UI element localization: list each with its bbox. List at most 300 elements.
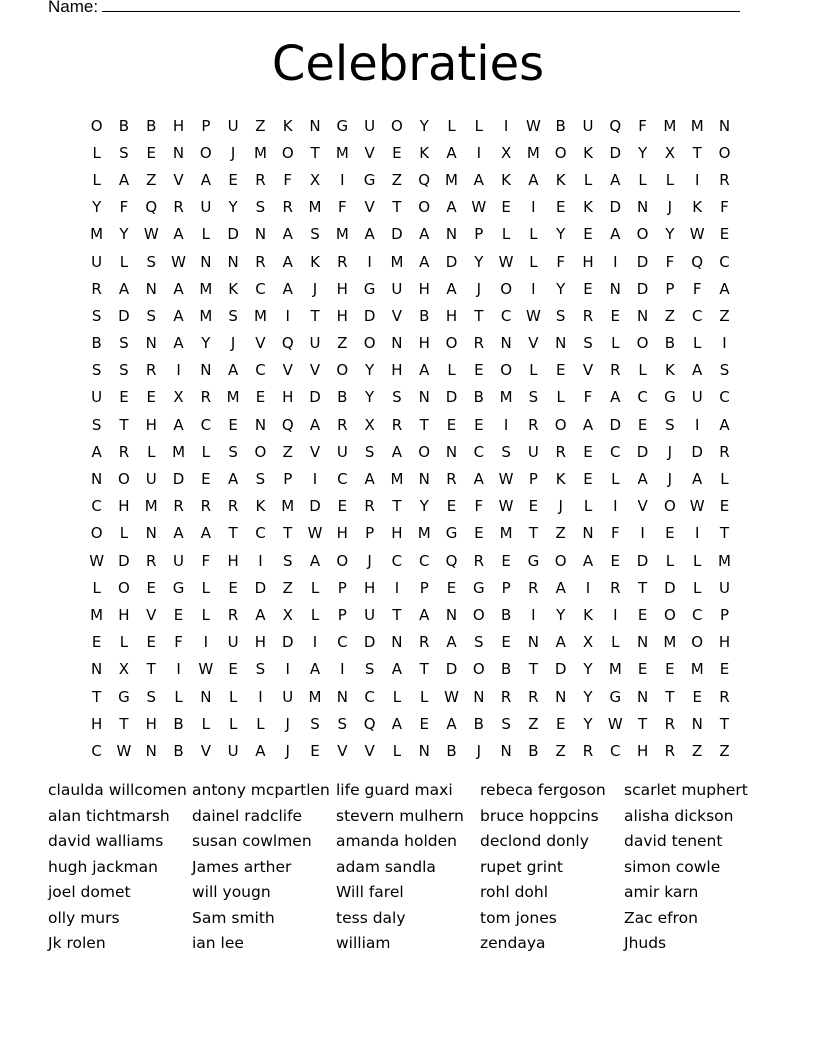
grid-letter: Q — [281, 334, 294, 353]
grid-letter: C — [255, 361, 266, 380]
grid-letter: W — [143, 225, 159, 244]
grid-letter: H — [172, 116, 185, 135]
grid-letter: D — [691, 442, 703, 461]
grid-letter: N — [227, 252, 239, 271]
grid-letter: A — [309, 660, 321, 679]
grid-letter: L — [392, 741, 402, 760]
grid-letter: A — [692, 361, 703, 380]
grid-letter: Y — [556, 225, 566, 244]
grid-letter: E — [555, 198, 566, 217]
grid-letter: D — [227, 225, 239, 244]
grid-letter: N — [391, 633, 403, 652]
grid-letter: U — [173, 551, 185, 570]
grid-letter: S — [555, 306, 566, 325]
grid-letter: R — [91, 279, 102, 298]
grid-letter: I — [258, 687, 263, 706]
grid-letter: L — [174, 687, 183, 706]
grid-row — [83, 520, 738, 547]
grid-letter: A — [91, 442, 102, 461]
grid-letter: A — [200, 524, 211, 543]
grid-letter: Y — [638, 143, 648, 162]
grid-letter: B — [528, 741, 539, 760]
grid-row — [83, 493, 738, 520]
grid-letter: C — [200, 415, 212, 434]
grid-letter: L — [665, 170, 675, 189]
grid-letter: R — [255, 170, 266, 189]
grid-letter: N — [91, 470, 103, 489]
grid-letter: P — [201, 116, 211, 135]
grid-letter: A — [610, 170, 621, 189]
grid-letter: D — [309, 388, 321, 407]
grid-letter: V — [637, 497, 648, 516]
grid-letter: J — [476, 279, 482, 298]
grid-letter: W — [525, 306, 541, 325]
grid-letter: U — [309, 334, 321, 353]
grid-letter: Q — [445, 551, 458, 570]
grid-letter: C — [637, 388, 648, 407]
grid-letter: T — [638, 578, 648, 597]
grid-letter: V — [173, 170, 184, 189]
grid-letter: L — [665, 551, 675, 570]
grid-letter: L — [420, 687, 429, 706]
grid-letter: A — [309, 415, 321, 434]
grid-letter: I — [613, 497, 618, 516]
grid-letter: W — [198, 660, 214, 679]
grid-letter: J — [476, 741, 482, 760]
grid-letter: I — [476, 143, 482, 162]
grid-letter: C — [364, 687, 375, 706]
grid-letter: F — [720, 198, 729, 217]
grid-letter: E — [255, 388, 266, 407]
grid-letter: E — [146, 388, 156, 407]
grid-letter: V — [255, 334, 266, 353]
grid-letter: M — [226, 388, 240, 407]
grid-letter: U — [227, 633, 239, 652]
grid-letter: O — [445, 334, 458, 353]
grid-letter: Z — [719, 306, 730, 325]
grid-letter: N — [254, 415, 267, 434]
grid-letter: U — [336, 442, 348, 461]
grid-letter: Y — [583, 687, 593, 706]
word-item: joel domet — [48, 883, 131, 901]
word-item: rebeca fergoson — [480, 781, 606, 799]
word-item: ian lee — [192, 934, 244, 952]
grid-letter: M — [281, 497, 295, 516]
grid-letter: M — [390, 470, 404, 489]
grid-letter: A — [255, 605, 266, 624]
grid-letter: I — [503, 415, 509, 434]
word-item: amir karn — [624, 883, 699, 901]
grid-letter: E — [665, 524, 675, 543]
grid-letter: A — [446, 143, 457, 162]
grid-letter: H — [118, 497, 130, 516]
grid-letter: C — [91, 741, 102, 760]
grid-letter: R — [200, 388, 212, 407]
grid-letter: W — [89, 551, 105, 570]
grid-letter: E — [501, 633, 511, 652]
grid-letter: H — [254, 633, 267, 652]
grid-letter: L — [147, 442, 156, 461]
grid-letter: R — [446, 470, 457, 489]
grid-letter: I — [694, 524, 700, 543]
grid-letter: K — [501, 170, 512, 189]
grid-letter: Y — [474, 252, 484, 271]
grid-letter: B — [555, 116, 566, 135]
grid-letter: E — [610, 306, 621, 325]
grid-letter: K — [282, 116, 293, 135]
grid-letter: S — [364, 660, 375, 679]
grid-letter: E — [228, 578, 238, 597]
grid-letter: M — [663, 116, 677, 135]
grid-letter: S — [282, 551, 293, 570]
grid-letter: J — [312, 279, 318, 298]
word-list — [48, 779, 768, 958]
grid-letter: O — [554, 551, 567, 570]
grid-letter: Q — [363, 714, 376, 733]
grid-letter: Y — [419, 116, 429, 135]
grid-letter: M — [199, 279, 213, 298]
grid-letter: R — [391, 415, 403, 434]
grid-letter: R — [364, 497, 375, 516]
grid-letter: U — [145, 470, 157, 489]
grid-letter: L — [529, 252, 538, 271]
grid-row — [83, 438, 738, 465]
grid-letter: A — [282, 225, 293, 244]
grid-letter: Y — [119, 225, 129, 244]
grid-letter: R — [173, 497, 184, 516]
grid-letter: R — [118, 442, 130, 461]
word-item: david walliams — [48, 832, 164, 850]
grid-letter: P — [337, 578, 347, 597]
grid-letter: C — [610, 741, 621, 760]
grid-letter: T — [310, 143, 320, 162]
grid-letter: D — [636, 442, 649, 461]
grid-letter: K — [228, 279, 239, 298]
grid-letter: X — [282, 605, 293, 624]
grid-letter: F — [556, 252, 566, 271]
grid-row — [83, 574, 738, 601]
grid-letter: W — [444, 687, 459, 706]
grid-letter: V — [337, 741, 348, 760]
grid-letter: U — [364, 605, 376, 624]
grid-letter: L — [201, 605, 211, 624]
grid-letter: M — [253, 143, 267, 162]
grid-letter: N — [555, 687, 567, 706]
grid-letter: L — [201, 225, 211, 244]
grid-letter: D — [445, 660, 458, 679]
word-item: declond donly — [480, 832, 589, 850]
grid-letter: Q — [281, 415, 294, 434]
word-item: life guard maxi — [336, 781, 453, 799]
grid-letter: N — [91, 660, 103, 679]
grid-letter: T — [310, 306, 320, 325]
grid-letter: O — [118, 470, 130, 489]
grid-letter: Y — [419, 497, 429, 516]
grid-letter: A — [391, 714, 403, 733]
grid-letter: A — [692, 470, 703, 489]
grid-letter: E — [583, 470, 593, 489]
grid-letter: T — [92, 687, 102, 706]
word-item: scarlet muphert — [624, 781, 748, 799]
grid-letter: B — [473, 388, 484, 407]
grid-letter: F — [474, 497, 484, 516]
grid-letter: O — [663, 497, 676, 516]
grid-letter: H — [445, 306, 458, 325]
word-item: simon cowle — [624, 857, 721, 876]
grid-letter: R — [500, 687, 512, 706]
grid-letter: L — [611, 633, 620, 652]
grid-letter: T — [665, 687, 675, 706]
grid-letter: O — [118, 578, 130, 597]
grid-letter: K — [692, 198, 703, 217]
grid-letter: A — [391, 660, 403, 679]
grid-letter: W — [607, 714, 623, 733]
word-item: Zac efron — [624, 908, 698, 927]
grid-letter: Z — [555, 524, 566, 543]
grid-letter: L — [638, 361, 647, 380]
grid-letter: R — [337, 415, 348, 434]
grid-letter: U — [691, 388, 703, 407]
grid-letter: A — [173, 334, 184, 353]
grid-letter: C — [691, 306, 703, 325]
grid-letter: B — [337, 388, 348, 407]
grid-letter: L — [583, 170, 593, 189]
grid-letter: W — [471, 198, 487, 217]
grid-letter: F — [692, 279, 702, 298]
grid-letter: H — [391, 361, 403, 380]
grid-letter: R — [255, 252, 266, 271]
grid-letter: L — [92, 578, 101, 597]
grid-letter: C — [391, 551, 403, 570]
grid-letter: R — [582, 306, 594, 325]
grid-letter: N — [718, 116, 731, 135]
grid-letter: U — [282, 687, 294, 706]
grid-letter: R — [555, 442, 566, 461]
grid-letter: I — [394, 578, 400, 597]
grid-letter: A — [282, 252, 293, 271]
grid-letter: V — [582, 361, 594, 380]
grid-letter: X — [500, 143, 512, 162]
grid-letter: S — [474, 633, 484, 652]
puzzle-title: Celebraties — [271, 36, 545, 92]
grid-row — [83, 465, 738, 492]
grid-letter: Z — [282, 578, 293, 597]
grid-letter: L — [447, 361, 456, 380]
grid-letter: T — [528, 524, 538, 543]
grid-letter: A — [610, 388, 621, 407]
grid-letter: G — [527, 551, 540, 570]
grid-letter: I — [285, 660, 290, 679]
grid-letter: Q — [691, 252, 704, 271]
grid-letter: N — [555, 334, 567, 353]
grid-letter: A — [419, 605, 430, 624]
grid-letter: Y — [583, 660, 593, 679]
grid-letter: W — [171, 252, 186, 271]
grid-letter: T — [719, 714, 730, 733]
grid-letter: O — [691, 633, 704, 652]
grid-letter: E — [555, 714, 566, 733]
grid-letter: S — [583, 334, 593, 353]
grid-letter: N — [445, 605, 458, 624]
word-item: claulda willcomen — [48, 781, 187, 799]
grid-letter: K — [664, 361, 675, 380]
word-item: Will farel — [336, 883, 404, 901]
grid-letter: W — [498, 252, 514, 271]
grid-letter: C — [500, 306, 512, 325]
grid-letter: D — [172, 470, 185, 489]
grid-row — [83, 302, 738, 329]
grid-letter: A — [173, 306, 184, 325]
grid-letter: C — [91, 497, 102, 516]
grid-letter: N — [636, 687, 649, 706]
grid-letter: E — [310, 741, 320, 760]
grid-letter: H — [636, 741, 649, 760]
grid-letter: A — [446, 633, 457, 652]
grid-letter: D — [445, 388, 458, 407]
grid-letter: O — [363, 334, 376, 353]
grid-letter: U — [200, 198, 212, 217]
grid-letter: U — [91, 252, 103, 271]
grid-letter: A — [582, 551, 594, 570]
word-item: zendaya — [480, 934, 546, 952]
word-item: tess daly — [336, 908, 406, 927]
grid-letter: R — [337, 252, 348, 271]
grid-letter: R — [528, 687, 539, 706]
grid-letter: P — [419, 578, 429, 597]
grid-letter: Y — [665, 225, 675, 244]
grid-letter: R — [528, 415, 539, 434]
grid-letter: X — [118, 660, 130, 679]
grid-letter: K — [419, 143, 430, 162]
grid-letter: D — [609, 198, 622, 217]
grid-letter: A — [364, 225, 375, 244]
grid-letter: A — [173, 415, 184, 434]
grid-letter: E — [665, 660, 675, 679]
grid-letter: T — [392, 198, 402, 217]
grid-letter: T — [474, 306, 484, 325]
grid-letter: N — [336, 687, 348, 706]
grid-letter: G — [336, 116, 349, 135]
grid-letter: Y — [228, 198, 238, 217]
grid-letter: Z — [555, 741, 566, 760]
grid-letter: R — [200, 497, 212, 516]
grid-letter: R — [528, 578, 539, 597]
grid-letter: G — [118, 687, 130, 706]
word-item: olly murs — [48, 908, 120, 927]
grid-letter: Z — [282, 442, 293, 461]
word-item: James arther — [192, 857, 292, 876]
grid-row — [83, 330, 738, 357]
grid-letter: G — [664, 388, 676, 407]
grid-letter: L — [119, 252, 129, 271]
grid-letter: V — [364, 198, 375, 217]
grid-letter: D — [391, 225, 403, 244]
grid-letter: J — [367, 551, 372, 570]
grid-letter: P — [337, 605, 347, 624]
grid-row — [83, 357, 738, 384]
grid-letter: S — [501, 714, 511, 733]
grid-letter: J — [230, 143, 236, 162]
grid-letter: Q — [609, 116, 622, 135]
grid-letter: O — [472, 660, 485, 679]
grid-letter: L — [310, 578, 320, 597]
grid-letter: T — [392, 497, 402, 516]
grid-letter: G — [363, 170, 376, 189]
grid-letter: P — [665, 279, 675, 298]
grid-letter: R — [664, 741, 676, 760]
grid-letter: S — [228, 306, 238, 325]
grid-letter: M — [144, 497, 158, 516]
grid-letter: Y — [365, 388, 375, 407]
grid-letter: E — [446, 497, 457, 516]
grid-letter: I — [312, 633, 318, 652]
grid-letter: W — [307, 524, 323, 543]
grid-letter: A — [582, 415, 594, 434]
grid-letter: M — [690, 116, 704, 135]
grid-letter: X — [309, 170, 321, 189]
grid-letter: R — [227, 605, 239, 624]
grid-letter: D — [664, 578, 676, 597]
grid-letter: J — [558, 497, 563, 516]
grid-letter: U — [527, 442, 539, 461]
grid-letter: U — [391, 279, 403, 298]
grid-letter: E — [501, 551, 511, 570]
grid-letter: H — [227, 551, 239, 570]
grid-letter: M — [526, 143, 540, 162]
grid-letter: L — [310, 605, 320, 624]
grid-letter: N — [309, 116, 321, 135]
grid-row — [83, 221, 738, 248]
grid-letter: Z — [146, 170, 157, 189]
grid-letter: Y — [556, 605, 566, 624]
grid-letter: S — [119, 361, 129, 380]
grid-letter: X — [582, 633, 594, 652]
grid-letter: Y — [201, 334, 211, 353]
grid-letter: O — [281, 143, 294, 162]
grid-letter: C — [610, 442, 621, 461]
grid-letter: I — [531, 198, 536, 217]
grid-letter: M — [690, 660, 704, 679]
grid-letter: M — [308, 687, 322, 706]
grid-letter: T — [719, 524, 730, 543]
grid-letter: L — [529, 225, 538, 244]
grid-letter: E — [119, 388, 129, 407]
grid-letter: Z — [692, 741, 703, 760]
grid-letter: I — [285, 306, 290, 325]
grid-letter: E — [228, 415, 238, 434]
grid-letter: M — [308, 198, 322, 217]
grid-letter: W — [689, 497, 705, 516]
grid-letter: D — [609, 143, 622, 162]
grid-letter: M — [253, 306, 267, 325]
grid-letter: H — [363, 578, 376, 597]
grid-letter: E — [173, 605, 184, 624]
grid-letter: K — [583, 605, 593, 624]
grid-letter: Y — [583, 714, 593, 733]
grid-letter: B — [419, 306, 430, 325]
grid-letter: O — [554, 143, 567, 162]
grid-letter: U — [91, 388, 103, 407]
grid-letter: H — [418, 334, 430, 353]
grid-letter: E — [583, 279, 593, 298]
grid-row — [83, 166, 738, 193]
grid-letter: T — [692, 143, 702, 162]
grid-letter: E — [719, 497, 730, 516]
grid-letter: E — [91, 633, 102, 652]
grid-letter: T — [146, 660, 156, 679]
grid-letter: U — [718, 578, 730, 597]
grid-letter: E — [474, 524, 484, 543]
